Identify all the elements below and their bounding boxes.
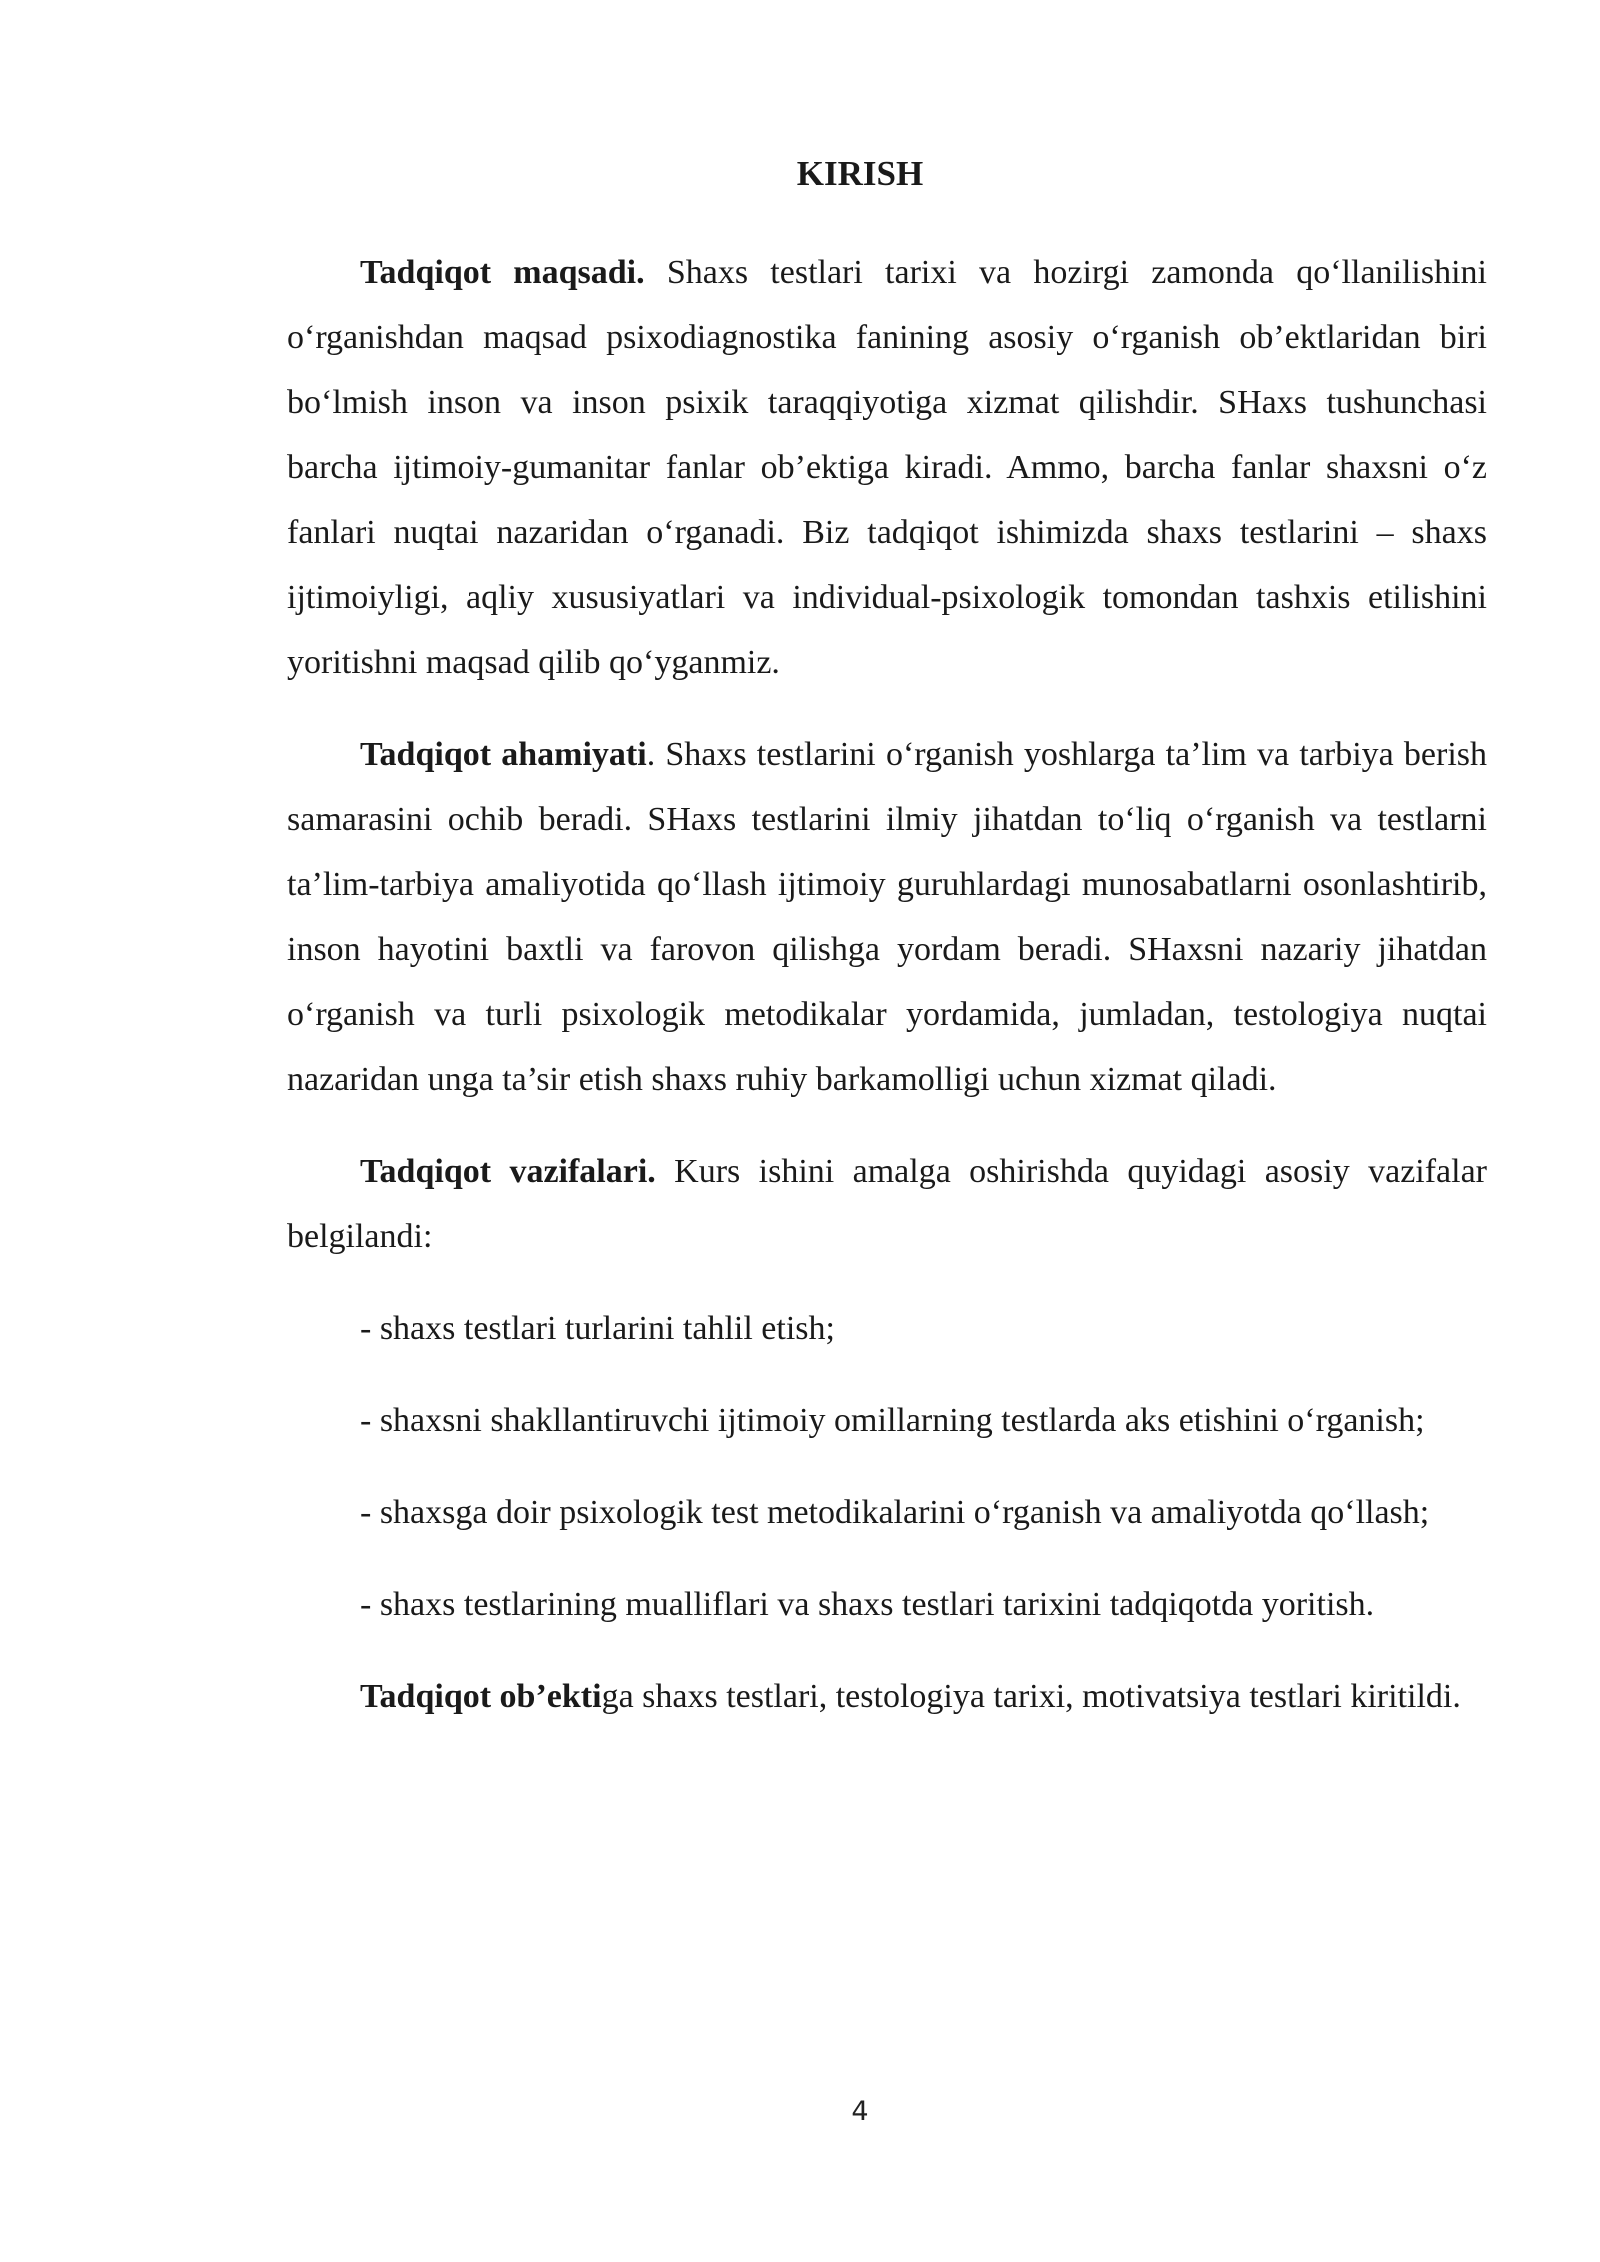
paragraph-lead: Tadqiqot maqsadi. xyxy=(360,254,645,291)
paragraph-object xyxy=(287,1664,1487,1729)
paragraph-text: Kurs ishini amalga oshirishda quyidagi asosiy vazifalar belgilandi: xyxy=(287,1153,1487,1255)
paragraph-lead: Tadqiqot ahamiyati xyxy=(360,736,647,773)
list-item-text: - shaxsni shakllantiruvchi ijtimoiy omillarning testlarda aks etishini o‘rganish; xyxy=(360,1402,1425,1439)
task-list-item xyxy=(287,1572,1487,1637)
page-number-text: 4 xyxy=(851,2096,869,2127)
section-heading xyxy=(0,152,1600,196)
paragraph-significance xyxy=(287,722,1487,1112)
paragraph-purpose xyxy=(287,240,1487,695)
paragraph-lead: Tadqiqot vazifalari. xyxy=(360,1153,656,1190)
paragraph-text: Shaxs testlari tarixi va hozirgi zamonda qo‘llanilishini o‘rganishdan maqsad psixodiagnostika fanining asosiy o‘rganish ob’ektlaridan biri bo‘lmish inson va inson psixik taraqqiyotiga xizmat qilishdir. SHaxs tushunchasi barcha ijtimoiy-gumanitar fanlar ob’ektiga kiradi. Ammo, barcha fanlar shaxsni o‘z fanlari nuqtai nazaridan o‘rganadi. Biz tadqiqot ishimizda shaxs testlarini – shaxs ijtimoiyligi, aqliy xususiyatlari va individual-psixologik tomondan tashxis etilishini yoritishni maqsad qilib qo‘yganmiz. xyxy=(287,254,1487,681)
task-list-item xyxy=(287,1296,1487,1361)
section-heading-text: KIRISH xyxy=(796,154,924,193)
list-item-text: - shaxs testlarining mualliflari va shaxs testlari tarixini tadqiqotda yoritish. xyxy=(360,1586,1375,1623)
paragraph-lead: Tadqiqot ob’ekti xyxy=(360,1678,602,1715)
paragraph-tasks xyxy=(287,1139,1487,1269)
page-number xyxy=(0,2094,1600,2130)
list-item-text: - shaxsga doir psixologik test metodikalarini o‘rganish va amaliyotda qo‘llash; xyxy=(360,1494,1430,1531)
paragraph-text: ga shaxs testlari, testologiya tarixi, motivatsiya testlari kiritildi. xyxy=(601,1678,1461,1715)
list-item-text: - shaxs testlari turlarini tahlil etish; xyxy=(360,1310,835,1347)
task-list-item xyxy=(287,1388,1487,1453)
paragraph-text: . Shaxs testlarini o‘rganish yoshlarga ta’lim va tarbiya berish samarasini ochib beradi. SHaxs testlarini ilmiy jihatdan to‘liq o‘rganish va testlarni ta’lim-tarbiya amaliyotida qo‘llash ijtimoiy guruhlardagi munosabatlarni osonlashtirib, inson hayotini baxtli va farovon qilishga yordam beradi. SHaxsni nazariy jihatdan o‘rganish va turli psixologik metodikalar yordamida, jumladan, testologiya nuqtai nazaridan unga ta’sir etish shaxs ruhiy barkamolligi uchun xizmat qiladi. xyxy=(287,736,1488,1098)
body-text xyxy=(287,240,1487,1756)
task-list-item xyxy=(287,1480,1487,1545)
